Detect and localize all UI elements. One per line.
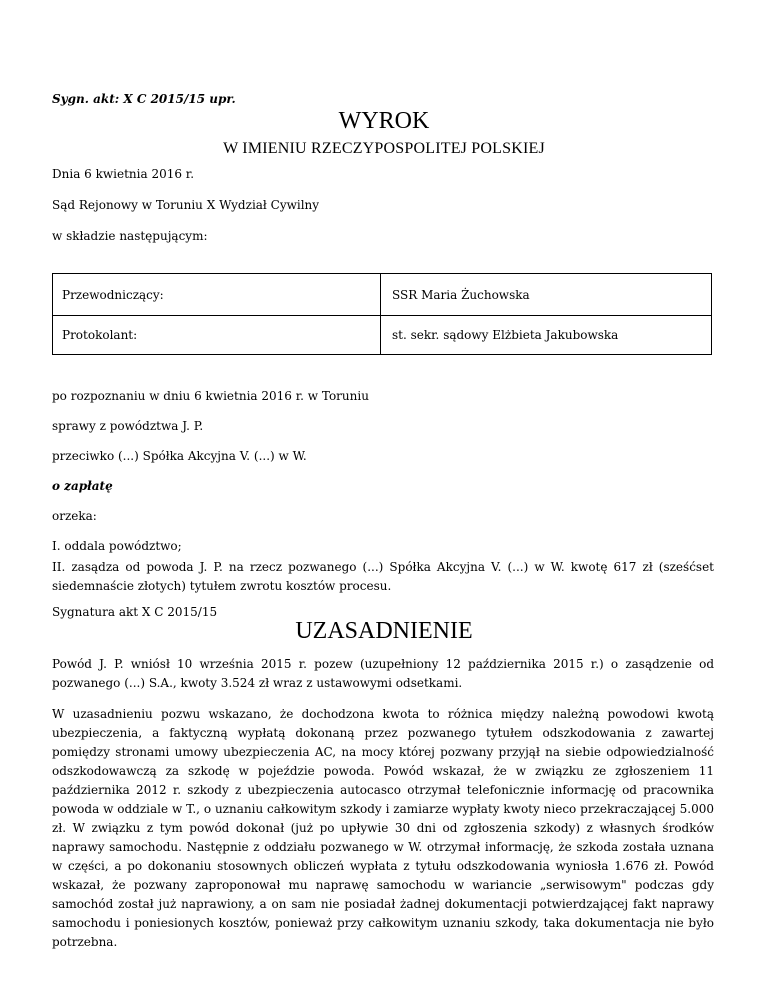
presiding-label: Przewodniczący: [62,288,164,302]
clerk-label: Protokolant: [62,328,138,342]
defendant-info: przeciwko (...) Spółka Akcyjna V. (...) w W. [52,449,307,463]
judgment-date: Dnia 6 kwietnia 2016 r. [52,167,195,181]
ruling-point-1: I. oddala powództwo; [52,539,182,553]
panel-table [52,273,712,355]
document-subtitle: W IMIENIU RZECZYPOSPOLITEJ POLSKIEJ [223,140,545,157]
justification-paragraph-1: Powód J. P. wniósł 10 września 2015 r. pozew (uzupełniony 12 października 2015 r.) o zasądzenie od pozwanego (...) S.A., kwoty 3.524 zł wraz z ustawowymi odsetkami. [52,657,714,690]
presiding-value: SSR Maria Żuchowska [392,288,530,302]
justification-paragraph-2: W uzasadnieniu pozwu wskazano, że dochodzona kwota to różnica między należną powodowi kwotą ubezpieczenia, a faktyczną wypłatą dokonaną przez pozwanego tytułem odszkodowania z zawartej pomiędzy stronami umowy ubezpieczenia AC, na mocy której pozwany przyjął na siebie odpowiedzialność odszkodowawczą za szkodę w pojeździe powoda. Powód wskazał, że w związku ze zgłoszeniem 11 października 2012 r. szkody z ubezpieczenia autocasco otrzymał telefonicznie informację od pracownika powoda w oddziale w T., o uznaniu całkowitym szkody i zamiarze wypłaty kwoty nieco przekraczającej 5.000 zł. W związku z tym powód dokonał (już po upływie 30 dni od zgłoszenia szkody) z własnych środków naprawy samochodu. Następnie z oddziału pozwanego w W. otrzymał informację, że szkoda została uznana w części, a po dokonaniu stosownych obliczeń wypłata z tytułu odszkodowania wyniosła 1.676 zł. Powód wskazał, że pozwany zaproponował mu naprawę samochodu w wariancie „serwisowym" podczas gdy samochód został już naprawiony, a on sam nie posiadał żadnej dokumentacji potwierdzającej fakt naprawy samochodu i poniesionych kosztów, ponieważ przy całkowitym uznaniu szkody, taka dokumentacja nie było potrzebna. [52,707,714,949]
case-reference: Sygn. akt: X C 2015/15 upr. [52,92,236,106]
hearing-info: po rozpoznaniu w dniu 6 kwietnia 2016 r. w Toruniu [52,389,369,403]
claimant-info: sprawy z powództwa J. P. [52,419,204,433]
justification-title: UZASADNIENIE [295,618,473,644]
ruling-point-2: II. zasądza od powoda J. P. na rzecz pozwanego (...) Spółka Akcyjna V. (...) w W. kwotę 617 zł (sześćset siedemnaście złotych) tytułem zwrotu kosztów procesu. [52,560,714,593]
decides-label: orzeka: [52,509,97,523]
case-subject: o zapłatę [52,479,113,493]
table-divider-vertical [380,274,381,354]
clerk-value: st. sekr. sądowy Elżbieta Jakubowska [392,328,619,342]
composition-label: w składzie następującym: [52,229,208,243]
court-name: Sąd Rejonowy w Toruniu X Wydział Cywilny [52,198,320,212]
file-signature: Sygnatura akt X C 2015/15 [52,605,218,619]
document-title: WYROK [338,108,430,134]
table-divider-horizontal [53,315,711,316]
